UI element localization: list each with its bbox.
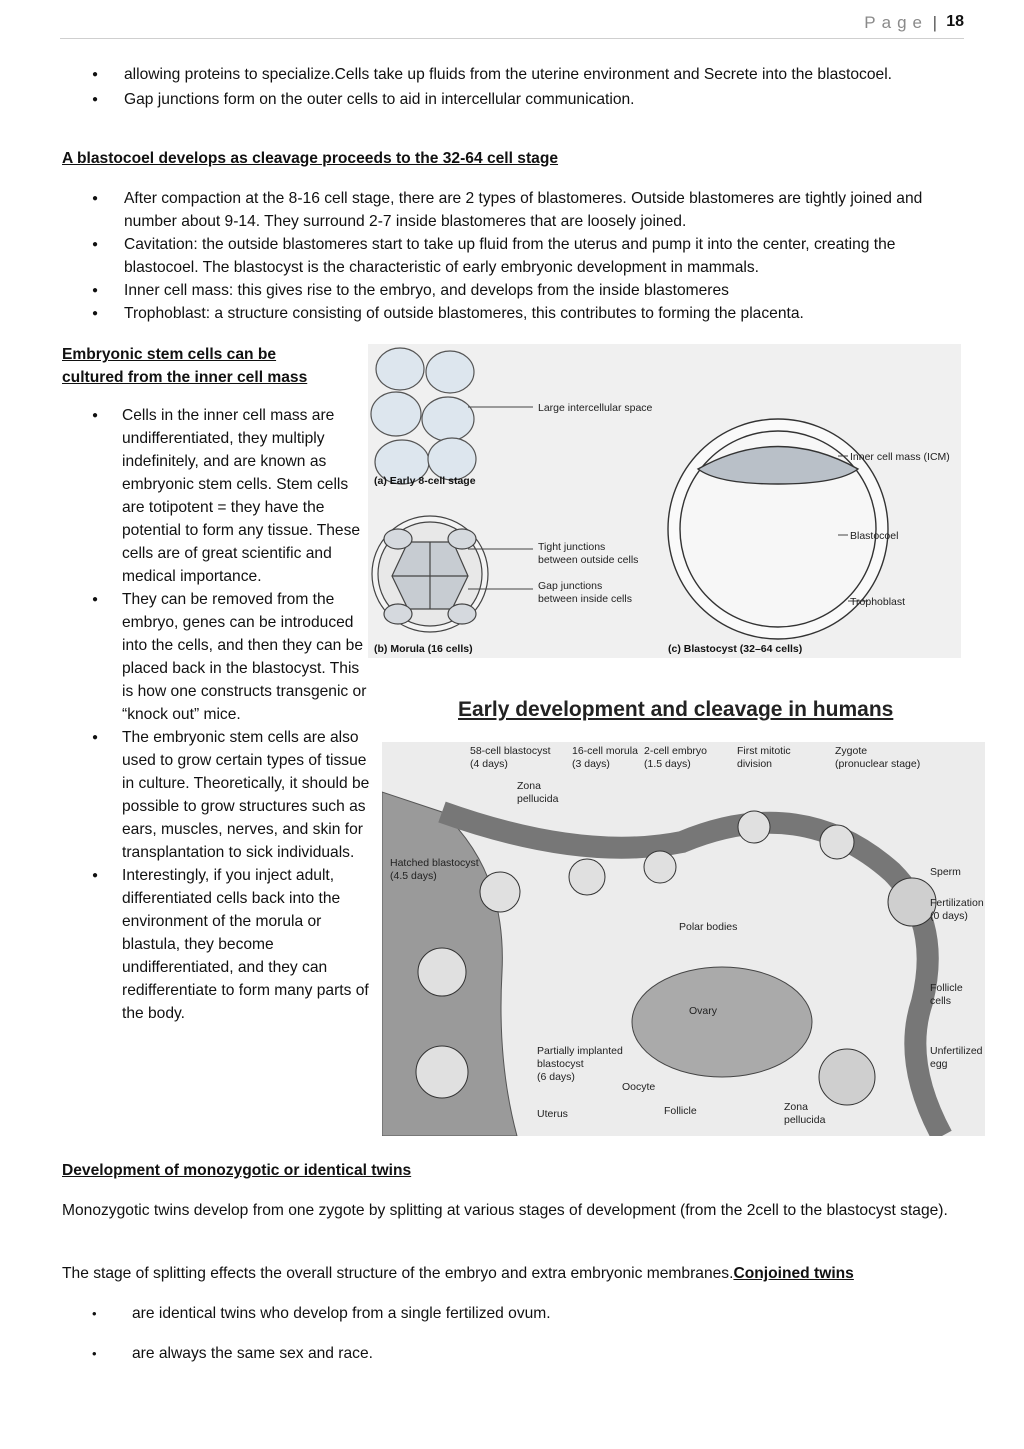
page-header [60, 10, 964, 39]
eight-cell-stage-illustration [371, 348, 476, 484]
conjoined-bullet: • are always the same sex and race. [62, 1342, 962, 1365]
label-hatched-days: (4.5 days) [390, 870, 437, 882]
label-partially-implanted-days: (6 days) [537, 1071, 575, 1083]
figure-title: Early development and cleavage in humans [458, 698, 894, 721]
label-sperm: Sperm [930, 866, 961, 878]
label-partially-implanted-2: blastocyst [537, 1058, 584, 1070]
label-zona-1: Zona [517, 780, 541, 792]
twins-paragraph-1: Monozygotic twins develop from one zygote by splitting at various stages of development (from the 2cell to the blastocyst stage). [62, 1202, 948, 1219]
label-tight-junctions-2: between outside cells [538, 554, 639, 566]
label-tight-junctions-1: Tight junctions [538, 541, 606, 553]
label-16-cell: 16-cell morula [572, 745, 638, 757]
blastocoel-bullet: ● Cavitation: the outside blastomeres start to take up fluid from the uterus and pump it into the center, creating the blastocoel. The blastocyst is the characteristic of early embryonic development in mammals. [60, 233, 950, 279]
early-development-figure [382, 742, 985, 1136]
label-large-intercellular-space: Large intercellular space [538, 402, 653, 414]
stem-cell-bullet: ● Cells in the inner cell mass are undifferentiated, they multiply indefinitely, and are known as embryonic stem cells. Stem cells are totipotent = they have the potential to form any tissue. These cells are of great scientific and medical importance. [60, 404, 370, 588]
label-gap-junctions-1: Gap junctions [538, 580, 603, 592]
blastocoel-bullet-list [60, 187, 950, 325]
blastocoel-bullet: ● Trophoblast: a structure consisting of outside blastomeres, this contributes to forming the placenta. [60, 302, 950, 325]
label-inner-cell-mass: Inner cell mass (ICM) [850, 451, 950, 463]
label-16-cell-days: (3 days) [572, 758, 610, 770]
section-heading-stem-cells-1: Embryonic stem cells can be [62, 346, 277, 363]
label-unfertilized-egg: egg [930, 1058, 948, 1070]
label-morula: (b) Morula (16 cells) [374, 643, 473, 655]
label-pellucida-2: pellucida [784, 1114, 826, 1126]
label-follicle: Follicle [664, 1105, 697, 1117]
blastocoel-bullet: ● After compaction at the 8-16 cell stage, there are 2 types of blastomeres. Outside blastomeres are tightly joined and number about 9-14. They surround 2-7 inside blastomeres that are loosely joined. [60, 187, 950, 233]
intro-bullet: ● allowing proteins to specialize.Cells take up fluids from the uterine environment and Secrete into the blastocoel. [60, 63, 950, 86]
conjoined-bullet-list [62, 1302, 962, 1365]
label-blastocoel: Blastocoel [850, 530, 899, 542]
label-division: division [737, 758, 773, 770]
section-heading-blastocoel: A blastocoel develops as cleavage proceeds to the 32-64 cell stage [62, 150, 559, 167]
label-follicle-cells-2: cells [930, 995, 952, 1007]
conjoined-twins-term: Conjoined twins [733, 1265, 854, 1282]
page-label: Page [864, 13, 928, 32]
stem-cell-bullet: ● Interestingly, if you inject adult, differentiated cells back into the environment of the morula or blastula, they become undifferentiated, and they can redifferentiate to form many parts of the body. [60, 864, 370, 1025]
label-hatched-blastocyst: Hatched blastocyst [390, 857, 479, 869]
label-uterus: Uterus [537, 1108, 568, 1120]
twins-paragraph-2-text: The stage of splitting effects the overall structure of the embryo and extra embryonic membranes. [62, 1265, 734, 1282]
page-number: 18 [946, 13, 964, 30]
label-trophoblast: Trophoblast [850, 596, 906, 608]
blastocoel-bullet: ● Inner cell mass: this gives rise to the embryo, and develops from the inside blastomeres [60, 279, 950, 302]
conjoined-bullet: • are identical twins who develop from a single fertilized ovum. [62, 1302, 962, 1325]
stem-cell-bullet: ● The embryonic stem cells are also used to grow certain types of tissue in culture. Theoretically, it should be possible to grow structures such as ears, muscles, nerves, and skin for transplantation to sick individuals. [60, 726, 370, 864]
label-zona-2: Zona [784, 1101, 808, 1113]
label-first-mitotic: First mitotic [737, 745, 791, 757]
label-fertilization-days: (0 days) [930, 910, 968, 922]
cleavage-stages-diagram [368, 344, 961, 658]
label-unfertilized: Unfertilized [930, 1045, 983, 1057]
label-polar-bodies: Polar bodies [679, 921, 738, 933]
label-2-cell-days: (1.5 days) [644, 758, 691, 770]
twins-paragraph-2 [62, 1262, 962, 1285]
label-2-cell: 2-cell embryo [644, 745, 708, 757]
morula-illustration [372, 516, 488, 632]
label-fertilization: Fertilization [930, 897, 984, 909]
stem-cell-bullet-list [60, 404, 370, 1025]
section-heading-twins: Development of monozygotic or identical twins [62, 1162, 412, 1179]
label-pellucida-1: pellucida [517, 793, 559, 805]
ovary [632, 967, 812, 1077]
label-pronuclear: (pronuclear stage) [835, 758, 921, 770]
label-partially-implanted: Partially implanted [537, 1045, 623, 1057]
label-blastocyst: (c) Blastocyst (32–64 cells) [668, 643, 803, 655]
label-gap-junctions-2: between inside cells [538, 593, 632, 605]
label-58-cell-days: (4 days) [470, 758, 508, 770]
intro-bullet: ● Gap junctions form on the outer cells to aid in intercellular communication. [60, 88, 950, 111]
label-58-cell: 58-cell blastocyst [470, 745, 551, 757]
label-oocyte: Oocyte [622, 1081, 656, 1093]
stem-cell-bullet: ● They can be removed from the embryo, genes can be introduced into the cells, and then they can be placed back in the blastocyst. This is how one constructs transgenic or “knock out” mice. [60, 588, 370, 726]
label-early-8-cell: (a) Early 8-cell stage [374, 475, 476, 487]
label-ovary: Ovary [689, 1005, 718, 1017]
intro-bullet-list [60, 63, 950, 111]
section-heading-stem-cells-2: cultured from the inner cell mass [62, 369, 308, 386]
page-separator: | [932, 13, 937, 32]
label-follicle-cells: Follicle [930, 982, 963, 994]
label-zygote: Zygote [835, 745, 868, 757]
cleavage-stages-figure [368, 344, 961, 658]
early-development-diagram [382, 742, 985, 1136]
